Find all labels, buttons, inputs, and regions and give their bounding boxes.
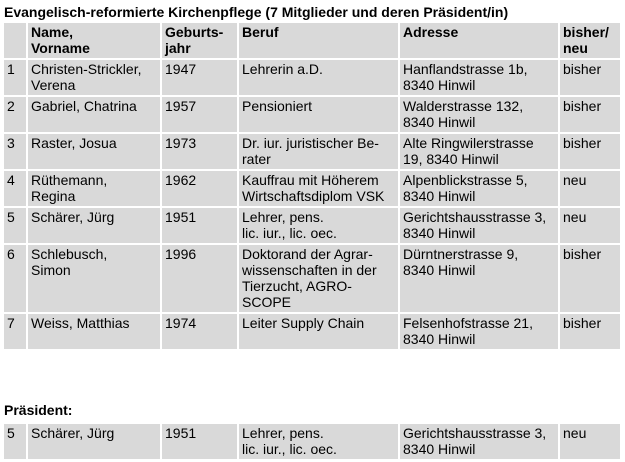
cell-name: Weiss, Matthias (28, 314, 160, 349)
table-row (4, 245, 620, 312)
cell-number: 4 (4, 171, 26, 206)
cell-status: neu (560, 208, 620, 243)
cell-status: bisher (560, 97, 620, 132)
cell-number: 2 (4, 97, 26, 132)
cell-birth-year: 1962 (162, 171, 237, 206)
cell-address: Gerichtshausstrasse 3, 8340 Hinwil (400, 208, 558, 243)
cell-name: Raster, Josua (28, 134, 160, 169)
cell-number: 1 (4, 60, 26, 95)
cell-number: 3 (4, 134, 26, 169)
page-title: Evangelisch-reformierte Kirchenpflege (7 Mitglieder und deren Präsident/in) (4, 4, 509, 20)
members-table (2, 21, 622, 351)
header-name: Name, Vorname (28, 23, 160, 58)
cell-number: 6 (4, 245, 26, 312)
table-row (4, 97, 620, 132)
table-row (4, 60, 620, 95)
cell-birth-year: 1951 (162, 208, 237, 243)
cell-status: bisher (560, 60, 620, 95)
cell-profession: Pensioniert (239, 97, 398, 132)
cell-status: bisher (560, 314, 620, 349)
cell-birth-year: 1974 (162, 314, 237, 349)
cell-name: Rüthemann, Regina (28, 171, 160, 206)
header-number (4, 23, 26, 58)
table-row (4, 424, 620, 459)
table-row (4, 208, 620, 243)
cell-address: Felsenhofstrasse 21, 8340 Hinwil (400, 314, 558, 349)
cell-status: bisher (560, 134, 620, 169)
cell-profession: Lehrer, pens. lic. iur., lic. oec. (239, 424, 398, 459)
header-status: bisher/ neu (560, 23, 620, 58)
cell-profession: Leiter Supply Chain (239, 314, 398, 349)
cell-number: 7 (4, 314, 26, 349)
cell-name: Schärer, Jürg (28, 208, 160, 243)
cell-birth-year: 1973 (162, 134, 237, 169)
table-header-row (4, 23, 620, 58)
cell-status: neu (560, 424, 620, 459)
cell-birth-year: 1996 (162, 245, 237, 312)
cell-address: Hanflandstrasse 1b, 8340 Hinwil (400, 60, 558, 95)
cell-birth-year: 1951 (162, 424, 237, 459)
cell-name: Schlebusch, Simon (28, 245, 160, 312)
cell-name: Schärer, Jürg (28, 424, 160, 459)
cell-number: 5 (4, 424, 26, 459)
cell-profession: Kauffrau mit Höherem Wirtschaftsdiplom VSK (239, 171, 398, 206)
cell-name: Christen-Strickler, Verena (28, 60, 160, 95)
cell-profession: Dr. iur. juristischer Be- rater (239, 134, 398, 169)
cell-address: Walderstrasse 132, 8340 Hinwil (400, 97, 558, 132)
cell-status: neu (560, 171, 620, 206)
header-address: Adresse (400, 23, 558, 58)
cell-address: Dürntnerstrasse 9, 8340 Hinwil (400, 245, 558, 312)
cell-address: Gerichtshausstrasse 3, 8340 Hinwil (400, 424, 558, 459)
cell-birth-year: 1957 (162, 97, 237, 132)
table-row (4, 171, 620, 206)
president-heading: Präsident: (4, 402, 73, 418)
cell-address: Alpenblickstrasse 5, 8340 Hinwil (400, 171, 558, 206)
table-row (4, 314, 620, 349)
header-profession: Beruf (239, 23, 398, 58)
table-row (4, 134, 620, 169)
cell-profession: Doktorand der Agrar- wissenschaften in der Tierzucht, AGRO- SCOPE (239, 245, 398, 312)
cell-number: 5 (4, 208, 26, 243)
president-table (2, 422, 622, 461)
cell-status: bisher (560, 245, 620, 312)
cell-address: Alte Ringwilerstrasse 19, 8340 Hinwil (400, 134, 558, 169)
cell-profession: Lehrerin a.D. (239, 60, 398, 95)
cell-name: Gabriel, Chatrina (28, 97, 160, 132)
cell-birth-year: 1947 (162, 60, 237, 95)
cell-profession: Lehrer, pens. lic. iur., lic. oec. (239, 208, 398, 243)
header-birth-year: Geburts- jahr (162, 23, 237, 58)
